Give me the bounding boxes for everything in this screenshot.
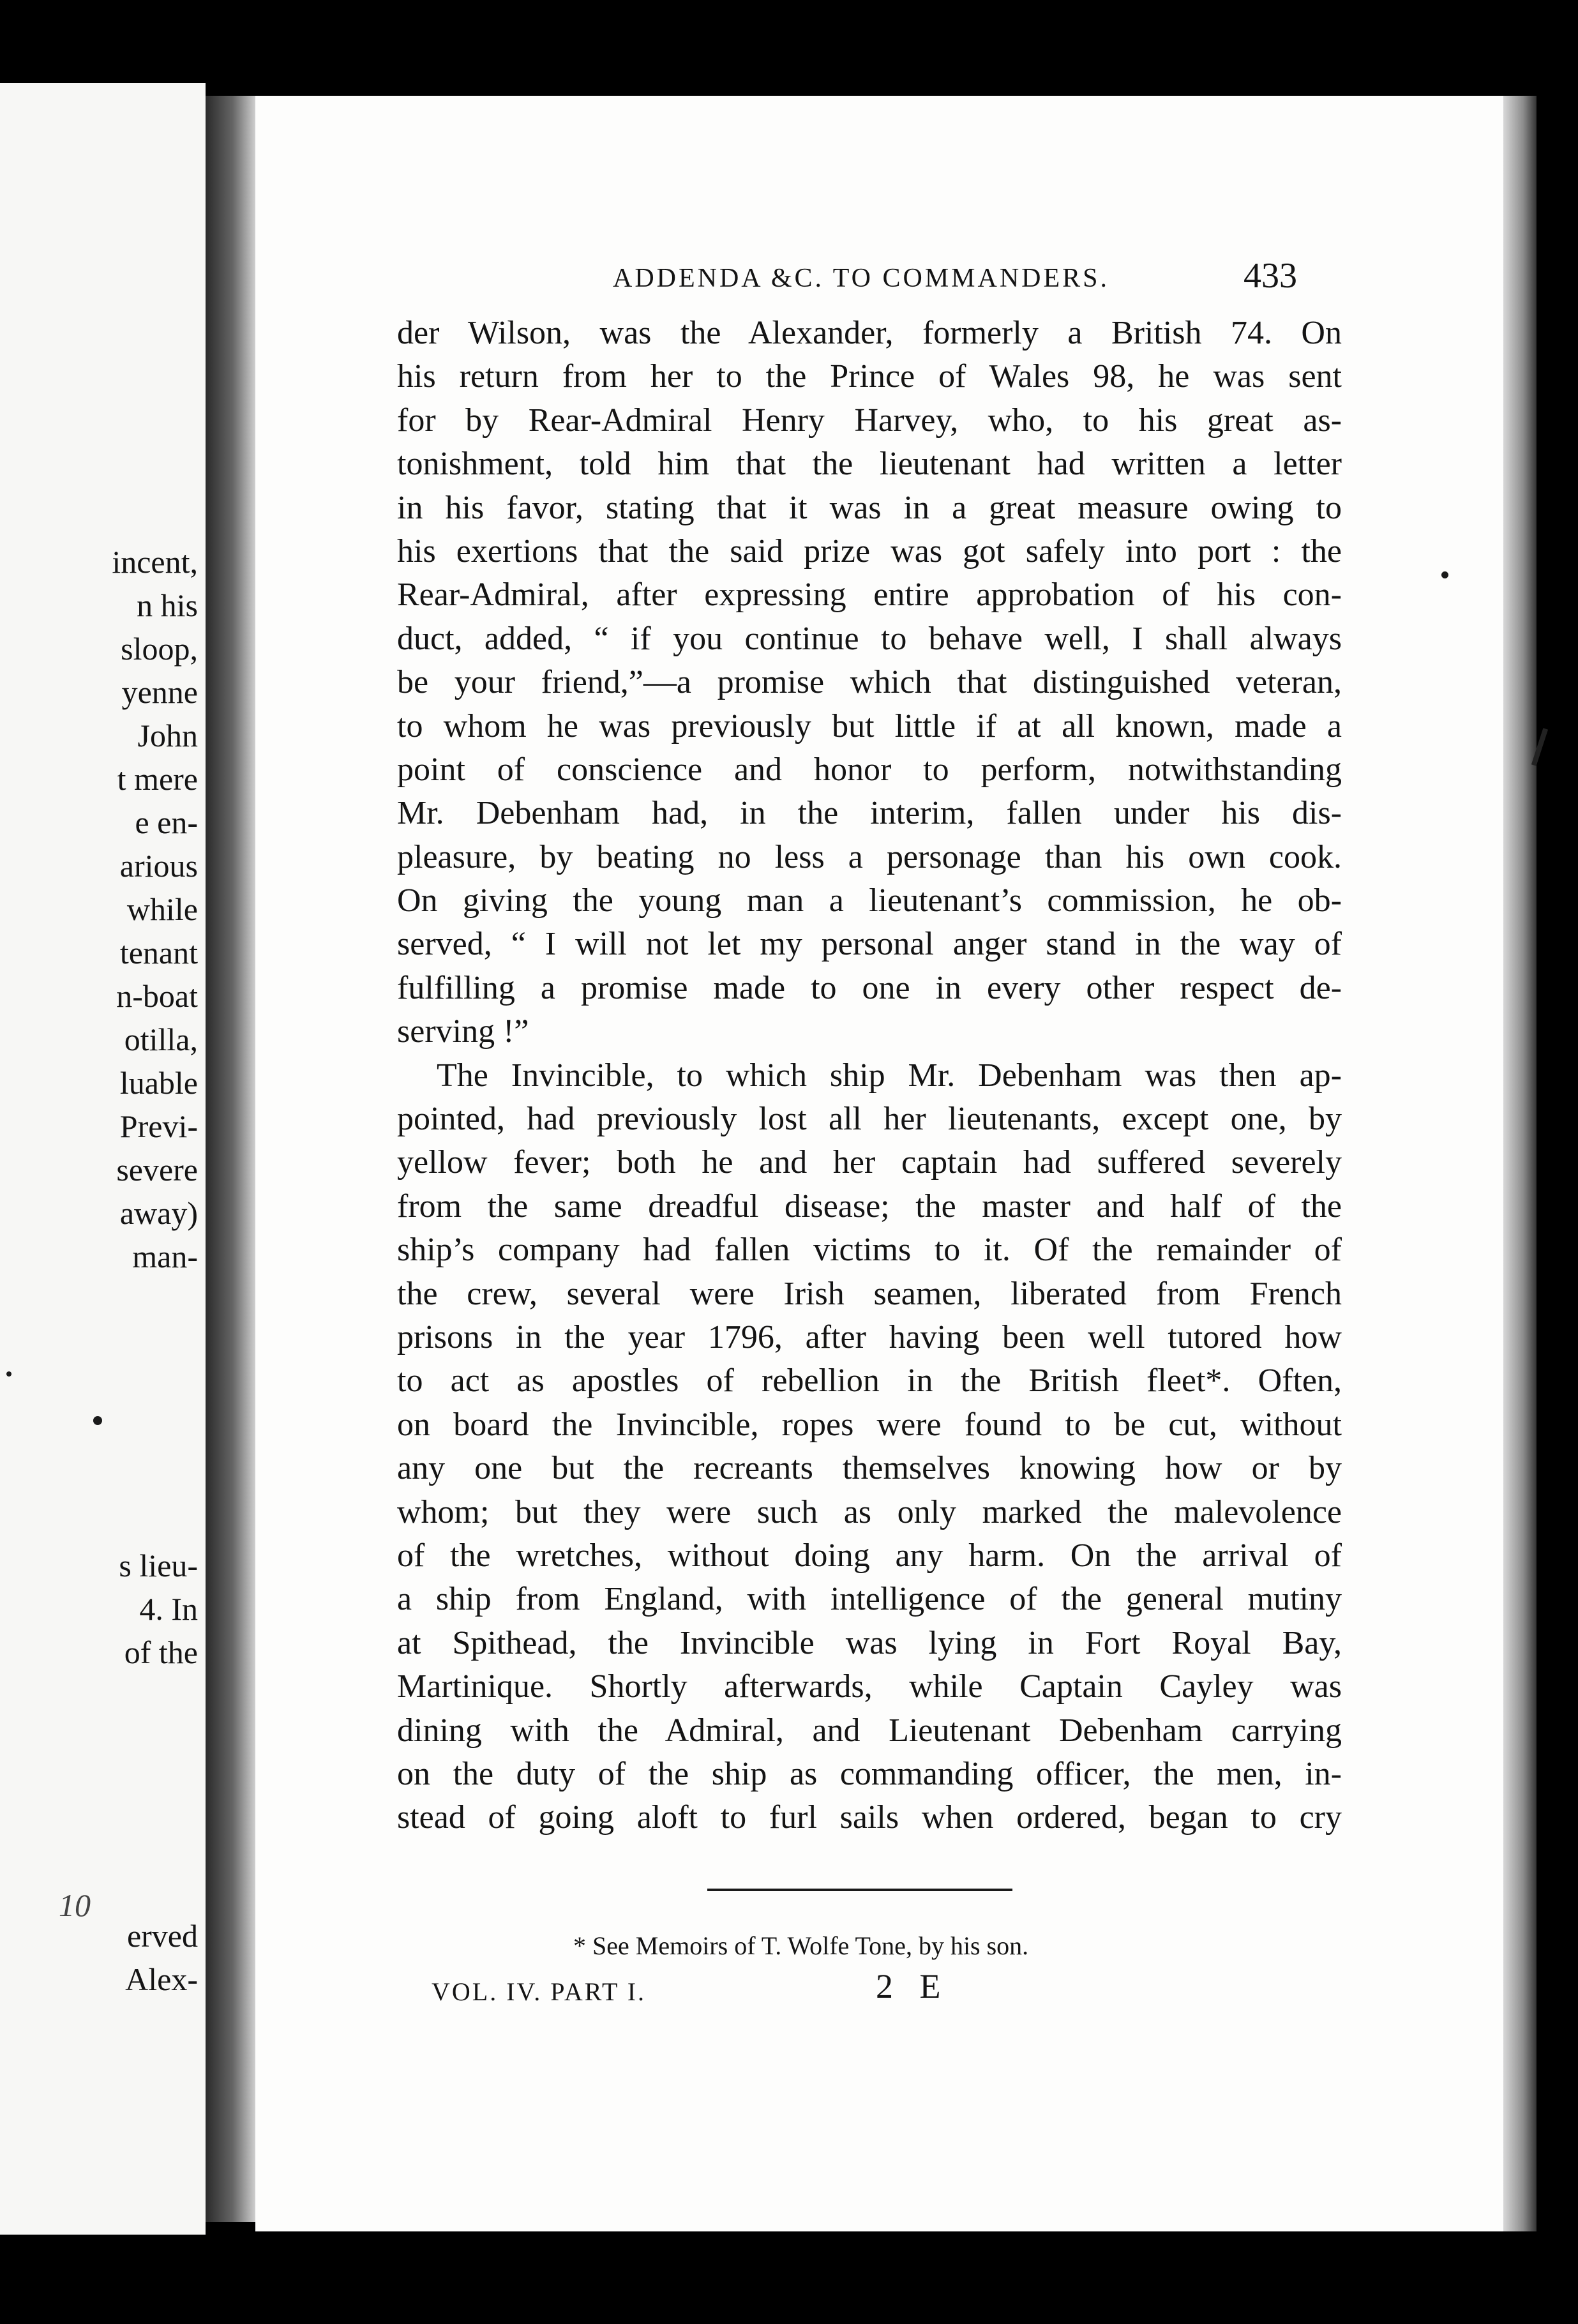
footnote-rule: [707, 1889, 1012, 1891]
text-line: Mr. Debenham had, in the interim, fallen under his dis-: [397, 795, 1342, 832]
book-gutter: [206, 96, 255, 2222]
paragraph-start-line: The Invincible, to which ship Mr. Debenham was then ap-: [437, 1057, 1342, 1094]
left-fragment: of the: [124, 1634, 198, 1670]
text-line: his exertions that the said prize was got safely into port : the: [397, 532, 1342, 570]
text-line: his return from her to the Prince of Wales 98, he was sent: [397, 358, 1342, 395]
left-fragment: while: [126, 891, 198, 927]
text-line: served, “ I will not let my personal anger stand in the way of: [397, 926, 1342, 963]
text-line: fulfilling a promise made to one in every other respect de-: [397, 969, 1342, 1006]
text-line: be your friend,”—a promise which that distinguished veteran,: [397, 664, 1342, 701]
ink-speck: [1441, 571, 1448, 578]
text-line: stead of going aloft to furl sails when ordered, began to cry: [397, 1799, 1342, 1836]
text-line: der Wilson, was the Alexander, formerly a British 74. On: [397, 315, 1342, 351]
ink-speck: [6, 1371, 11, 1377]
text-line: in his favor, stating that it was in a great measure owing to: [397, 489, 1342, 526]
text-line: a ship from England, with intelligence of the general mutiny: [397, 1581, 1342, 1618]
text-line: on the duty of the ship as commanding officer, the men, in-: [397, 1755, 1342, 1792]
left-fragment: Alex-: [125, 1961, 198, 1997]
volume-signature: VOL. IV. PART I.: [432, 1977, 647, 2006]
footnote: * See Memoirs of T. Wolfe Tone, by his son.: [573, 1931, 1029, 1960]
left-fragment: t mere: [117, 761, 198, 797]
left-fragment: severe: [116, 1152, 198, 1188]
signature-mark: 2 E: [876, 1967, 950, 2005]
text-line: Martinique. Shortly afterwards, while Captain Cayley was: [397, 1668, 1342, 1705]
left-fragment: sloop,: [121, 631, 198, 667]
page-edge-shadow: [1503, 96, 1537, 2231]
paragraph-end-line: serving !”: [397, 1013, 529, 1050]
left-fragment: man-: [132, 1239, 198, 1274]
body-text: [397, 312, 1342, 1840]
text-line: to act as apostles of rebellion in the British fleet*. Often,: [397, 1362, 1342, 1400]
text-line: on board the Invincible, ropes were found to be cut, without: [397, 1406, 1342, 1443]
left-fragment: Previ-: [119, 1108, 198, 1144]
ink-speck: [93, 1416, 102, 1425]
left-fragment: 4. In: [139, 1591, 198, 1627]
text-line: for by Rear-Admiral Henry Harvey, who, to his great as-: [397, 402, 1342, 439]
text-line: at Spithead, the Invincible was lying in Fort Royal Bay,: [397, 1624, 1342, 1661]
running-head: ADDENDA &C. TO COMMANDERS.: [613, 264, 1110, 293]
text-line: Rear-Admiral, after expressing entire approbation of his con-: [397, 577, 1342, 614]
text-line: pleasure, by beating no less a personage than his own cook.: [397, 838, 1342, 875]
text-line: dining with the Admiral, and Lieutenant Debenham carrying: [397, 1712, 1342, 1749]
left-fragment: John: [137, 718, 198, 753]
text-line: from the same dreadful disease; the master and half of the: [397, 1188, 1342, 1225]
left-fragment: tenant: [119, 935, 198, 970]
text-line: On giving the young man a lieutenant’s commission, he ob-: [397, 882, 1342, 919]
previous-page-edge: [0, 83, 206, 2235]
text-line: the crew, several were Irish seamen, liberated from French: [397, 1275, 1342, 1312]
text-line: prisons in the year 1796, after having been well tutored how: [397, 1318, 1342, 1355]
left-fragment: yenne: [121, 674, 198, 710]
left-fragment: n-boat: [116, 978, 198, 1014]
left-fragment: otilla,: [124, 1022, 198, 1057]
text-line: whom; but they were such as only marked the malevolence: [397, 1493, 1342, 1530]
text-line: point of conscience and honor to perform, notwithstanding: [397, 751, 1342, 788]
text-line: tonishment, told him that the lieutenant had written a letter: [397, 446, 1342, 483]
text-line: duct, added, “ if you continue to behave well, I shall always: [397, 620, 1342, 657]
left-fragment: e en-: [135, 804, 198, 840]
left-fragment: luable: [119, 1065, 198, 1101]
text-line: yellow fever; both he and her captain had suffered severely: [397, 1144, 1342, 1181]
text-line: any one but the recreants themselves knowing how or by: [397, 1450, 1342, 1487]
text-line: pointed, had previously lost all her lieutenants, except one, by: [397, 1101, 1342, 1138]
left-fragment: arious: [119, 848, 198, 884]
text-line: to whom he was previously but little if at all known, made a: [397, 707, 1342, 744]
margin-handwritten-mark: 10: [59, 1887, 91, 1923]
left-fragment: incent,: [112, 544, 198, 580]
left-fragment: n his: [137, 587, 198, 623]
left-fragment: s lieu-: [119, 1548, 198, 1583]
text-line: ship’s company had fallen victims to it. Of the remainder of: [397, 1232, 1342, 1269]
page-number: 433: [1244, 256, 1297, 296]
left-fragment: erved: [126, 1918, 198, 1954]
text-line: of the wretches, without doing any harm. On the arrival of: [397, 1537, 1342, 1574]
left-fragment: away): [119, 1195, 198, 1231]
